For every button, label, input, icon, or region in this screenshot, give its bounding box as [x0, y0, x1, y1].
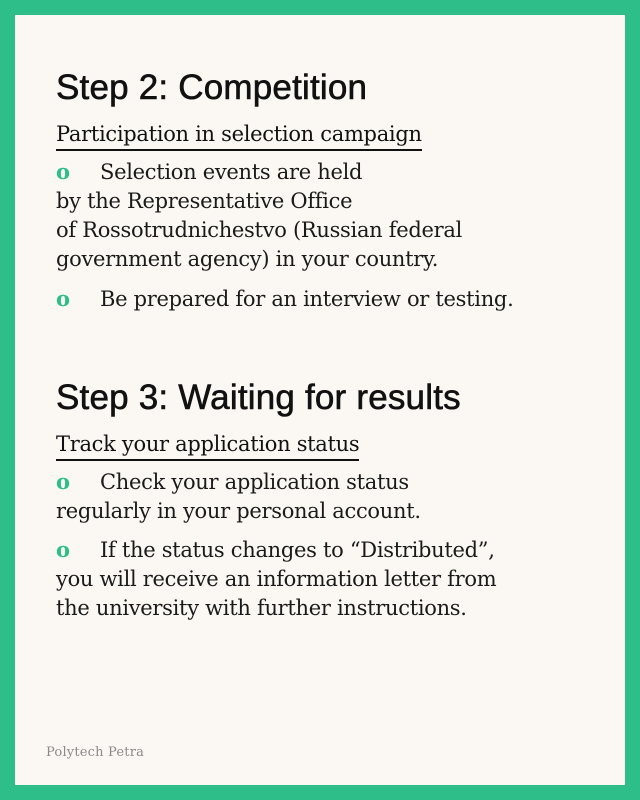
item-first-line — [56, 284, 606, 314]
content-card — [15, 15, 625, 785]
item-text: of Rossotrudnichestvo (Russian federal — [56, 218, 463, 242]
step-2-section — [56, 67, 606, 314]
step-2-item-1 — [56, 157, 606, 274]
item-text: Selection events are held — [100, 160, 363, 184]
step-3-section — [56, 377, 606, 623]
item-text: If the status changes to “Distributed”, — [100, 538, 495, 562]
footer-brand: Polytech Petra — [46, 745, 145, 760]
item-text: by the Representative Office — [56, 189, 353, 213]
step-3-item-1 — [56, 467, 606, 526]
step-3-title: Step 3: Waiting for results — [56, 378, 461, 417]
step-3-item-2 — [56, 535, 606, 623]
bullet-icon: o — [56, 537, 70, 562]
step-2-subtitle: Participation in selection campaign — [56, 121, 422, 151]
step-2-title: Step 2: Competition — [56, 68, 368, 107]
item-first-line — [56, 535, 606, 565]
item-text: you will receive an information letter from — [56, 567, 497, 591]
item-first-line — [56, 157, 606, 187]
step-3-subtitle: Track your application status — [56, 431, 359, 461]
item-text: Be prepared for an interview or testing. — [100, 287, 514, 311]
step-2-item-2 — [56, 284, 606, 314]
bullet-icon: o — [56, 469, 70, 494]
item-text: government agency) in your country. — [56, 247, 439, 271]
item-text: Check your application status — [100, 470, 409, 494]
item-text: the university with further instructions. — [56, 596, 467, 620]
item-first-line — [56, 467, 606, 497]
item-text: regularly in your personal account. — [56, 499, 421, 523]
bullet-icon: o — [56, 159, 70, 184]
bullet-icon: o — [56, 286, 70, 311]
